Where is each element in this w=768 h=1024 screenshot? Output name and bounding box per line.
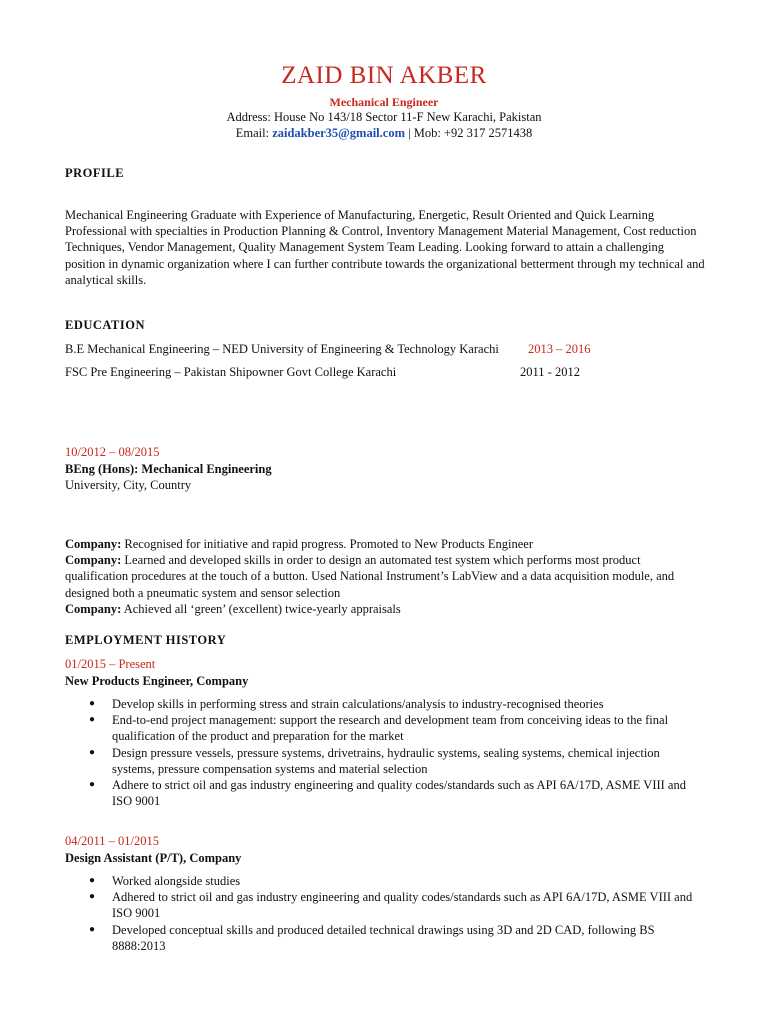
profile-heading: PROFILE [65,166,125,180]
bullet-text: End-to-end project management: support the research and development team from conceiving ideas to the final qualification of the product and preparation for the market [112,713,669,744]
list-item [65,873,705,889]
education-date: 10/2012 – 08/2015 [65,445,160,459]
achievement-item [65,536,705,552]
job-bullets [65,696,705,809]
job-date: 04/2011 – 01/2015 [65,834,159,848]
bullet-text: Worked alongside studies [112,874,241,888]
employment-heading: EMPLOYMENT HISTORY [65,633,227,647]
job-role: Design Assistant (P/T), Company [65,851,242,865]
bullet-text: Adhere to strict oil and gas industry engineering and quality codes/standards such as API 6A/17D, ASME VIII and ISO 9001 [112,778,686,809]
achievement-item [65,601,705,617]
education-heading: EDUCATION [65,318,145,332]
bullet-icon: ● [89,746,96,758]
achievement-label: Company: [65,537,122,551]
job-date: 01/2015 – Present [65,657,156,671]
email-link[interactable]: zaidakber35@gmail.com [272,126,405,140]
list-item [65,745,705,777]
achievement-text: Learned and developed skills in order to design an automated test system which performs most product qualification procedures at the touch of a button. Used National Instrument’s LabView and a data acquisition module, and designed both a pneumatic system and sensor selection [65,553,675,600]
profile-text: Mechanical Engineering Graduate with Experience of Manufacturing, Energetic, Result Oriented and Quick Learning Professional with specialties in Production Planning & Control, Inventory Management Material Management, Cost reduction Techniques, Vendor Management, Quality Management System Team Leading. Looking forward to attain a challenging position in dynamic organization where I can further contribute towards the organizational betterment through my technical and analytical skills. [65,208,705,287]
education-degree: FSC Pre Engineering – Pakistan Shipowner Govt College Karachi [65,365,397,379]
bullet-icon: ● [89,875,96,886]
list-item [65,922,705,954]
education-years: 2013 – 2016 [528,342,591,356]
job-bullets [65,873,705,954]
job-role: New Products Engineer, Company [65,674,249,688]
achievement-label: Company: [65,601,122,616]
education-degree-title: BEng (Hons): Mechanical Engineering [65,462,272,476]
achievement-item [65,552,705,601]
bullet-text: Adhered to strict oil and gas industry engineering and quality codes/standards such as API 6A/17D, ASME VIII and ISO 9001 [112,890,693,921]
list-item [65,777,705,809]
achievement-text: Achieved all ‘green’ (excellent) twice-yearly appraisals [121,601,401,616]
mobile-number: | Mob: +92 317 2571438 [404,126,533,140]
education-row [65,365,396,380]
bullet-icon: ● [89,891,96,903]
list-item [65,712,705,744]
bullet-text: Developed conceptual skills and produced detailed technical drawings using 3D and 2D CAD, following BS 8888:2013 [112,922,655,953]
education-row [65,342,499,357]
bullet-icon: ● [89,698,96,709]
bullet-icon: ● [89,923,96,935]
achievement-text: Recognised for initiative and rapid progress. Promoted to New Products Engineer [121,537,533,551]
email-label: Email: [235,126,273,140]
education-degree: B.E Mechanical Engineering – NED University of Engineering & Technology Karachi [65,342,499,356]
candidate-title: Mechanical Engineer [329,95,439,109]
list-item [65,889,705,921]
bullet-text: Design pressure vessels, pressure systems, drivetrains, hydraulic systems, sealing systems, chemical injection systems, pressure compensation systems and material selection [112,745,660,776]
education-years: 2011 - 2012 [520,365,580,379]
education-place: University, City, Country [65,478,192,492]
list-item [65,696,705,712]
achievement-label: Company: [65,553,122,568]
candidate-name: ZAID BIN AKBER [281,62,487,89]
bullet-icon: ● [89,714,96,726]
contact-line [0,126,768,141]
achievements-list [65,536,705,617]
bullet-text: Develop skills in performing stress and strain calculations/analysis to industry-recognised theories [112,697,604,711]
address-line: Address: House No 143/18 Sector 11-F New Karachi, Pakistan [226,110,542,124]
bullet-icon: ● [89,779,96,791]
